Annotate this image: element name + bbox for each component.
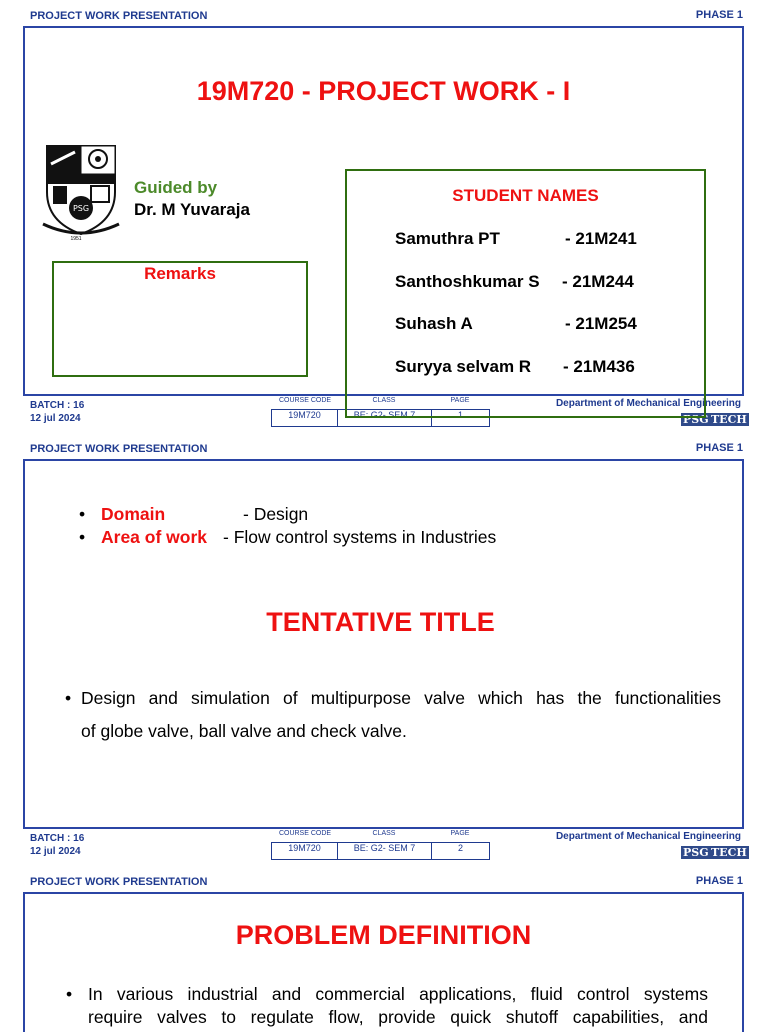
slide2-header-phase: PHASE 1: [695, 442, 743, 454]
problem-definition-line2: require valves to regulate flow, provide quick shutoff capabilities, and: [88, 1007, 708, 1027]
slide2-frame: [23, 459, 744, 829]
class-value: BE: G2- SEM 7: [337, 842, 432, 860]
bullet-dot: •: [65, 688, 72, 708]
domain-value: - Design: [243, 504, 309, 524]
guide-name: Dr. M Yuvaraja: [134, 200, 250, 219]
student-names-heading: STUDENT NAMES: [452, 186, 599, 205]
student-roll: - 21M254: [565, 314, 637, 333]
class-label: CLASS: [372, 397, 396, 404]
psg-badge: PSG: [683, 846, 709, 859]
tentative-title-line1: Design and simulation of multipurpose valve which has the functionalities: [81, 688, 721, 708]
class-value: BE: G2- SEM 7: [337, 409, 432, 427]
department-label: Department of Mechanical Engineering: [555, 398, 741, 409]
page-value: 1: [431, 409, 490, 427]
student-roll: - 21M241: [565, 229, 637, 248]
student-roll: - 21M436: [563, 357, 635, 376]
guided-by-label: Guided by: [134, 178, 218, 197]
class-label: CLASS: [372, 830, 396, 837]
batch-label: BATCH : 16: [30, 400, 85, 411]
problem-definition-line1: In various industrial and commercial applications, fluid control systems: [88, 984, 708, 1004]
page-label: PAGE: [450, 397, 470, 404]
student-name: Samuthra PT: [395, 229, 500, 248]
logo-year: 1951: [70, 236, 82, 242]
area-of-work-label: Area of work: [101, 527, 207, 547]
student-roll: - 21M244: [562, 272, 634, 291]
bullet-dot: •: [79, 527, 86, 547]
slide1-header-phase: PHASE 1: [695, 9, 743, 21]
area-of-work-value: - Flow control systems in Industries: [223, 527, 497, 547]
page-value: 2: [431, 842, 490, 860]
slide1-header-title: PROJECT WORK PRESENTATION: [30, 10, 208, 22]
problem-definition-heading: PROBLEM DEFINITION: [235, 920, 532, 950]
slide3-header-phase: PHASE 1: [695, 875, 743, 887]
tentative-title-heading: TENTATIVE TITLE: [266, 607, 495, 637]
date-label: 12 jul 2024: [30, 846, 81, 857]
tech-badge: TECH: [711, 846, 747, 859]
remarks-box: [52, 261, 308, 377]
slide2-header-title: PROJECT WORK PRESENTATION: [30, 443, 208, 455]
tentative-title-line2: of globe valve, ball valve and check valve.: [81, 721, 407, 741]
slide3-header-title: PROJECT WORK PRESENTATION: [30, 876, 208, 888]
student-name: Santhoshkumar S: [395, 272, 540, 291]
student-name: Suryya selvam R: [395, 357, 532, 376]
psg-badge: PSG: [683, 413, 709, 426]
college-logo-icon: [41, 142, 121, 240]
batch-label: BATCH : 16: [30, 833, 85, 844]
course-code-value: 19M720: [271, 842, 338, 860]
tech-badge: TECH: [711, 413, 747, 426]
date-label: 12 jul 2024: [30, 413, 81, 424]
remarks-label: Remarks: [144, 264, 216, 283]
bullet-dot: •: [66, 984, 73, 1004]
student-names-box: [345, 169, 706, 418]
slide1-title: 19M720 - PROJECT WORK - I: [196, 76, 571, 106]
student-name: Suhash A: [395, 314, 473, 333]
course-code-label: COURSE CODE: [278, 397, 332, 404]
bullet-dot: •: [79, 504, 86, 524]
svg-text:PSG: PSG: [72, 204, 90, 213]
domain-label: Domain: [101, 504, 166, 524]
course-code-value: 19M720: [271, 409, 338, 427]
department-label: Department of Mechanical Engineering: [555, 831, 741, 842]
course-code-label: COURSE CODE: [278, 830, 332, 837]
slide3-frame: [23, 892, 744, 1032]
page-label: PAGE: [450, 830, 470, 837]
